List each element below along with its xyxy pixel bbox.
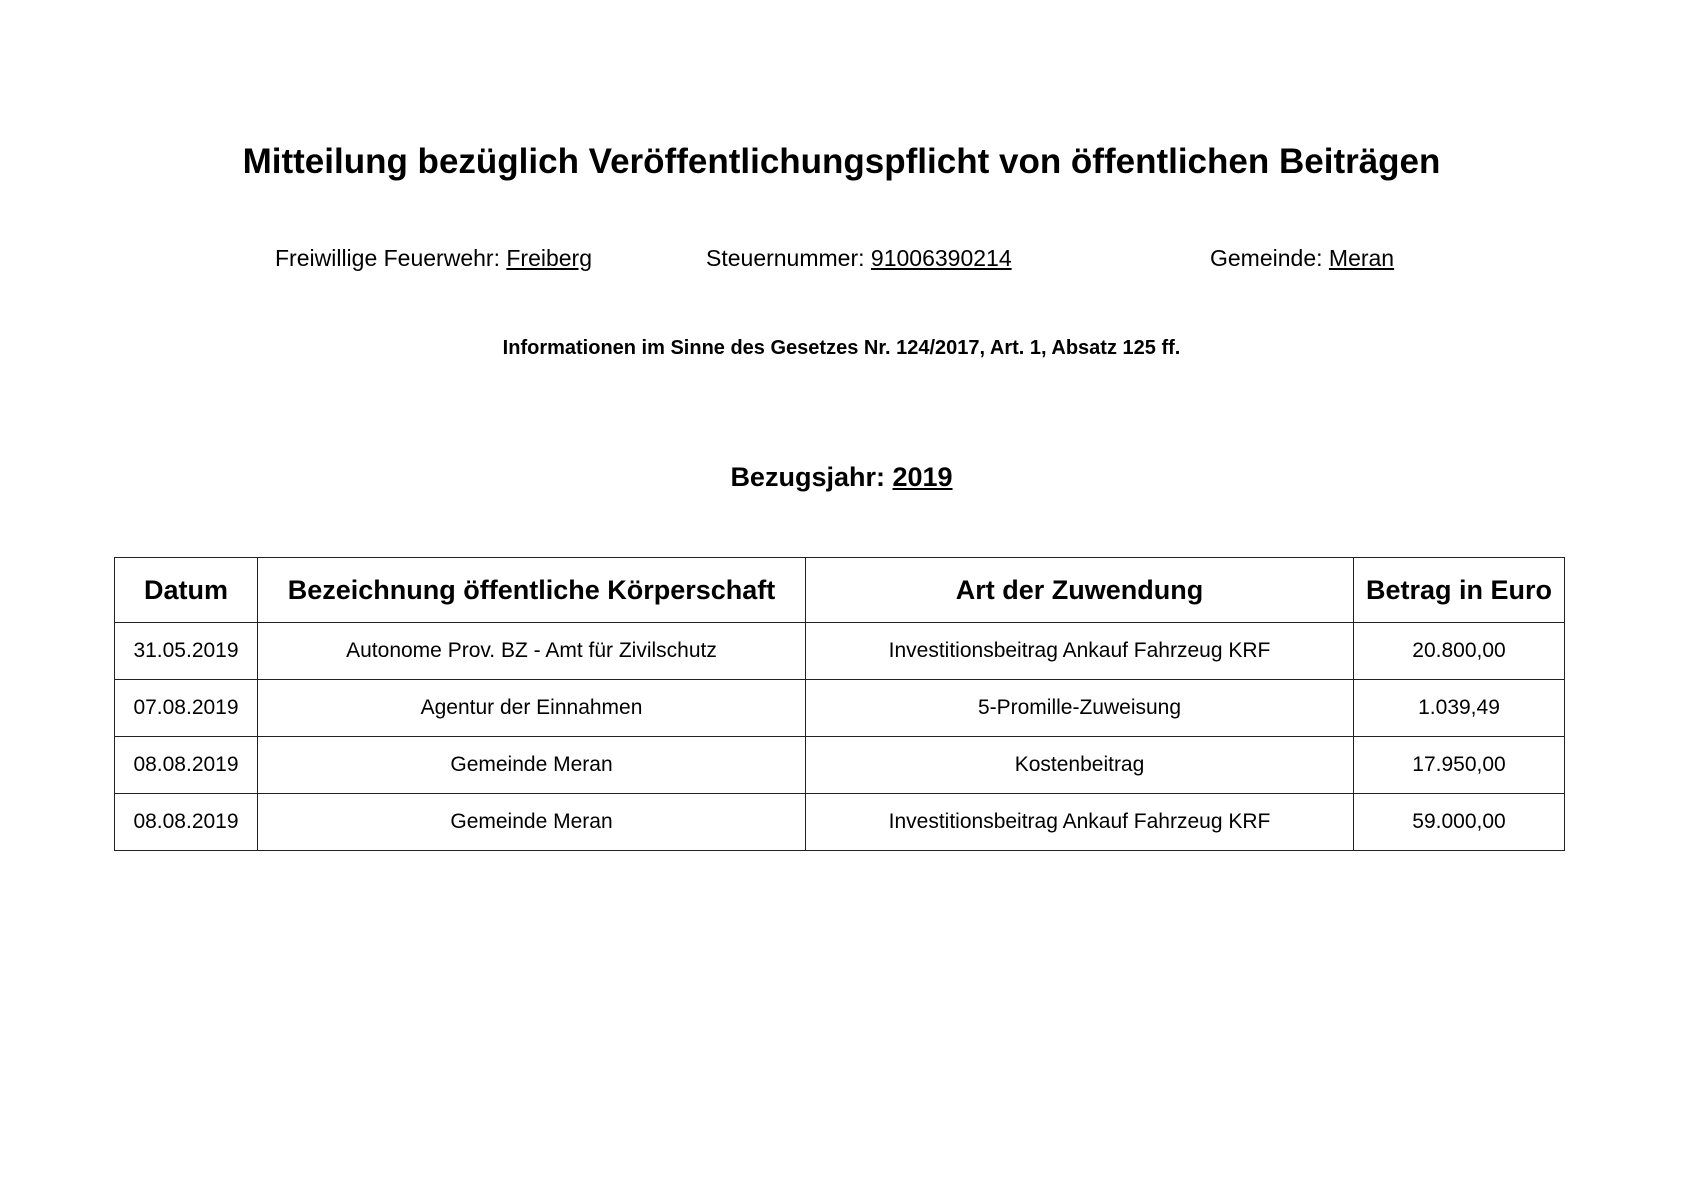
year-value: 2019: [892, 462, 953, 492]
table-row: [115, 794, 1565, 851]
table-row: [115, 623, 1565, 680]
feuerwehr-value: Freiberg: [506, 245, 593, 271]
reference-year: [0, 460, 1683, 494]
cell-betrag: 59.000,00: [1354, 794, 1565, 851]
cell-betrag: 17.950,00: [1354, 737, 1565, 794]
cell-zuwendung: Investitionsbeitrag Ankauf Fahrzeug KRF: [806, 623, 1354, 680]
table-header-row: [115, 558, 1565, 623]
page-title: Mitteilung bezüglich Veröffentlichungspflicht von öffentlichen Beiträgen: [242, 142, 1441, 181]
steuernummer-field: [706, 244, 1012, 272]
cell-zuwendung: 5-Promille-Zuweisung: [806, 680, 1354, 737]
header-koerperschaft: Bezeichnung öffentliche Körperschaft: [258, 558, 806, 623]
law-note: Informationen im Sinne des Gesetzes Nr. 124/2017, Art. 1, Absatz 125 ff.: [502, 337, 1181, 359]
table-row: [115, 737, 1565, 794]
cell-zuwendung: Kostenbeitrag: [806, 737, 1354, 794]
header-betrag: Betrag in Euro: [1354, 558, 1565, 623]
feuerwehr-label: Freiwillige Feuerwehr:: [275, 245, 507, 271]
cell-koerperschaft: Gemeinde Meran: [258, 794, 806, 851]
feuerwehr-field: [275, 244, 592, 272]
header-datum: Datum: [115, 558, 258, 623]
cell-datum: 08.08.2019: [115, 794, 258, 851]
cell-koerperschaft: Agentur der Einnahmen: [258, 680, 806, 737]
cell-zuwendung: Investitionsbeitrag Ankauf Fahrzeug KRF: [806, 794, 1354, 851]
cell-datum: 31.05.2019: [115, 623, 258, 680]
cell-koerperschaft: Gemeinde Meran: [258, 737, 806, 794]
grants-table: [114, 557, 1565, 851]
gemeinde-label: Gemeinde:: [1210, 245, 1329, 271]
cell-betrag: 20.800,00: [1354, 623, 1565, 680]
gemeinde-value: Meran: [1328, 245, 1395, 271]
steuernummer-label: Steuernummer:: [706, 245, 871, 271]
header-zuwendung: Art der Zuwendung: [806, 558, 1354, 623]
steuernummer-value: 91006390214: [870, 245, 1012, 271]
cell-datum: 07.08.2019: [115, 680, 258, 737]
cell-betrag: 1.039,49: [1354, 680, 1565, 737]
year-label: Bezugsjahr:: [730, 462, 893, 492]
cell-datum: 08.08.2019: [115, 737, 258, 794]
cell-koerperschaft: Autonome Prov. BZ - Amt für Zivilschutz: [258, 623, 806, 680]
table-row: [115, 680, 1565, 737]
gemeinde-field: [1210, 244, 1394, 272]
